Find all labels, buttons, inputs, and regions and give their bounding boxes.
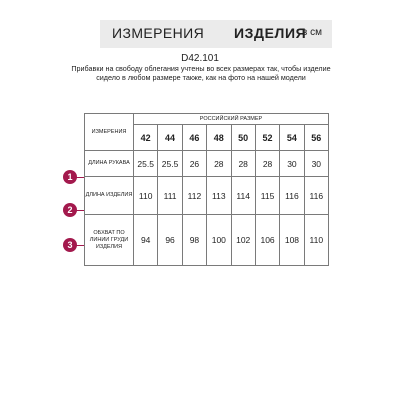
table-row bbox=[85, 151, 329, 177]
table-cell: 108 bbox=[280, 215, 304, 266]
size-header: 56 bbox=[304, 125, 328, 151]
table-row bbox=[85, 177, 329, 215]
size-header: 42 bbox=[134, 125, 158, 151]
size-header: 44 bbox=[158, 125, 182, 151]
table-cell: 28 bbox=[231, 151, 255, 177]
table-cell: 28 bbox=[207, 151, 231, 177]
table-cell: 102 bbox=[231, 215, 255, 266]
row-label: ДЛИНА РУКАВА bbox=[85, 151, 134, 177]
row-1-number-badge: 1 bbox=[63, 170, 77, 184]
table-cell: 30 bbox=[280, 151, 304, 177]
table-cell: 26 bbox=[182, 151, 206, 177]
table-cell: 96 bbox=[158, 215, 182, 266]
table-cell: 116 bbox=[304, 177, 328, 215]
title-unit: в см bbox=[302, 27, 322, 38]
table-cell: 116 bbox=[280, 177, 304, 215]
size-header: 54 bbox=[280, 125, 304, 151]
table-cell: 25.5 bbox=[158, 151, 182, 177]
title-banner bbox=[100, 20, 332, 48]
table-cell: 115 bbox=[255, 177, 279, 215]
table-cell: 112 bbox=[182, 177, 206, 215]
row-label: ОБХВАТ ПО ЛИНИИ ГРУДИ ИЗДЕЛИЯ bbox=[85, 215, 134, 266]
size-header: 50 bbox=[231, 125, 255, 151]
size-header: 48 bbox=[207, 125, 231, 151]
table-cell: 28 bbox=[255, 151, 279, 177]
fit-note: Прибавки на свободу облегания учтены во всех размерах так, чтобы изделие сидело в любом размере также, как на фото на нашей модели bbox=[71, 64, 331, 82]
row-2-number-badge: 2 bbox=[63, 203, 77, 217]
row-3-number-badge: 3 bbox=[63, 238, 77, 252]
table-cell: 106 bbox=[255, 215, 279, 266]
table-cell: 110 bbox=[304, 215, 328, 266]
article-code: D42.101 bbox=[181, 53, 219, 64]
table-cell: 25.5 bbox=[134, 151, 158, 177]
table-cell: 114 bbox=[231, 177, 255, 215]
size-header: 46 bbox=[182, 125, 206, 151]
table-cell: 94 bbox=[134, 215, 158, 266]
header-group-row bbox=[85, 114, 329, 125]
table-cell: 111 bbox=[158, 177, 182, 215]
size-table bbox=[84, 113, 329, 266]
title-measurements: ИЗМЕРЕНИЯ bbox=[112, 25, 205, 41]
table-cell: 113 bbox=[207, 177, 231, 215]
size-group-label: РОССИЙСКИЙ РАЗМЕР bbox=[134, 114, 329, 125]
table-cell: 30 bbox=[304, 151, 328, 177]
row-label: ДЛИНА ИЗДЕЛИЯ bbox=[85, 177, 134, 215]
table-cell: 98 bbox=[182, 215, 206, 266]
table-row bbox=[85, 215, 329, 266]
corner-label: ИЗМЕРЕНИЯ bbox=[85, 114, 134, 151]
table-cell: 100 bbox=[207, 215, 231, 266]
table-cell: 110 bbox=[134, 177, 158, 215]
title-product: ИЗДЕЛИЯ bbox=[234, 25, 307, 41]
size-header: 52 bbox=[255, 125, 279, 151]
